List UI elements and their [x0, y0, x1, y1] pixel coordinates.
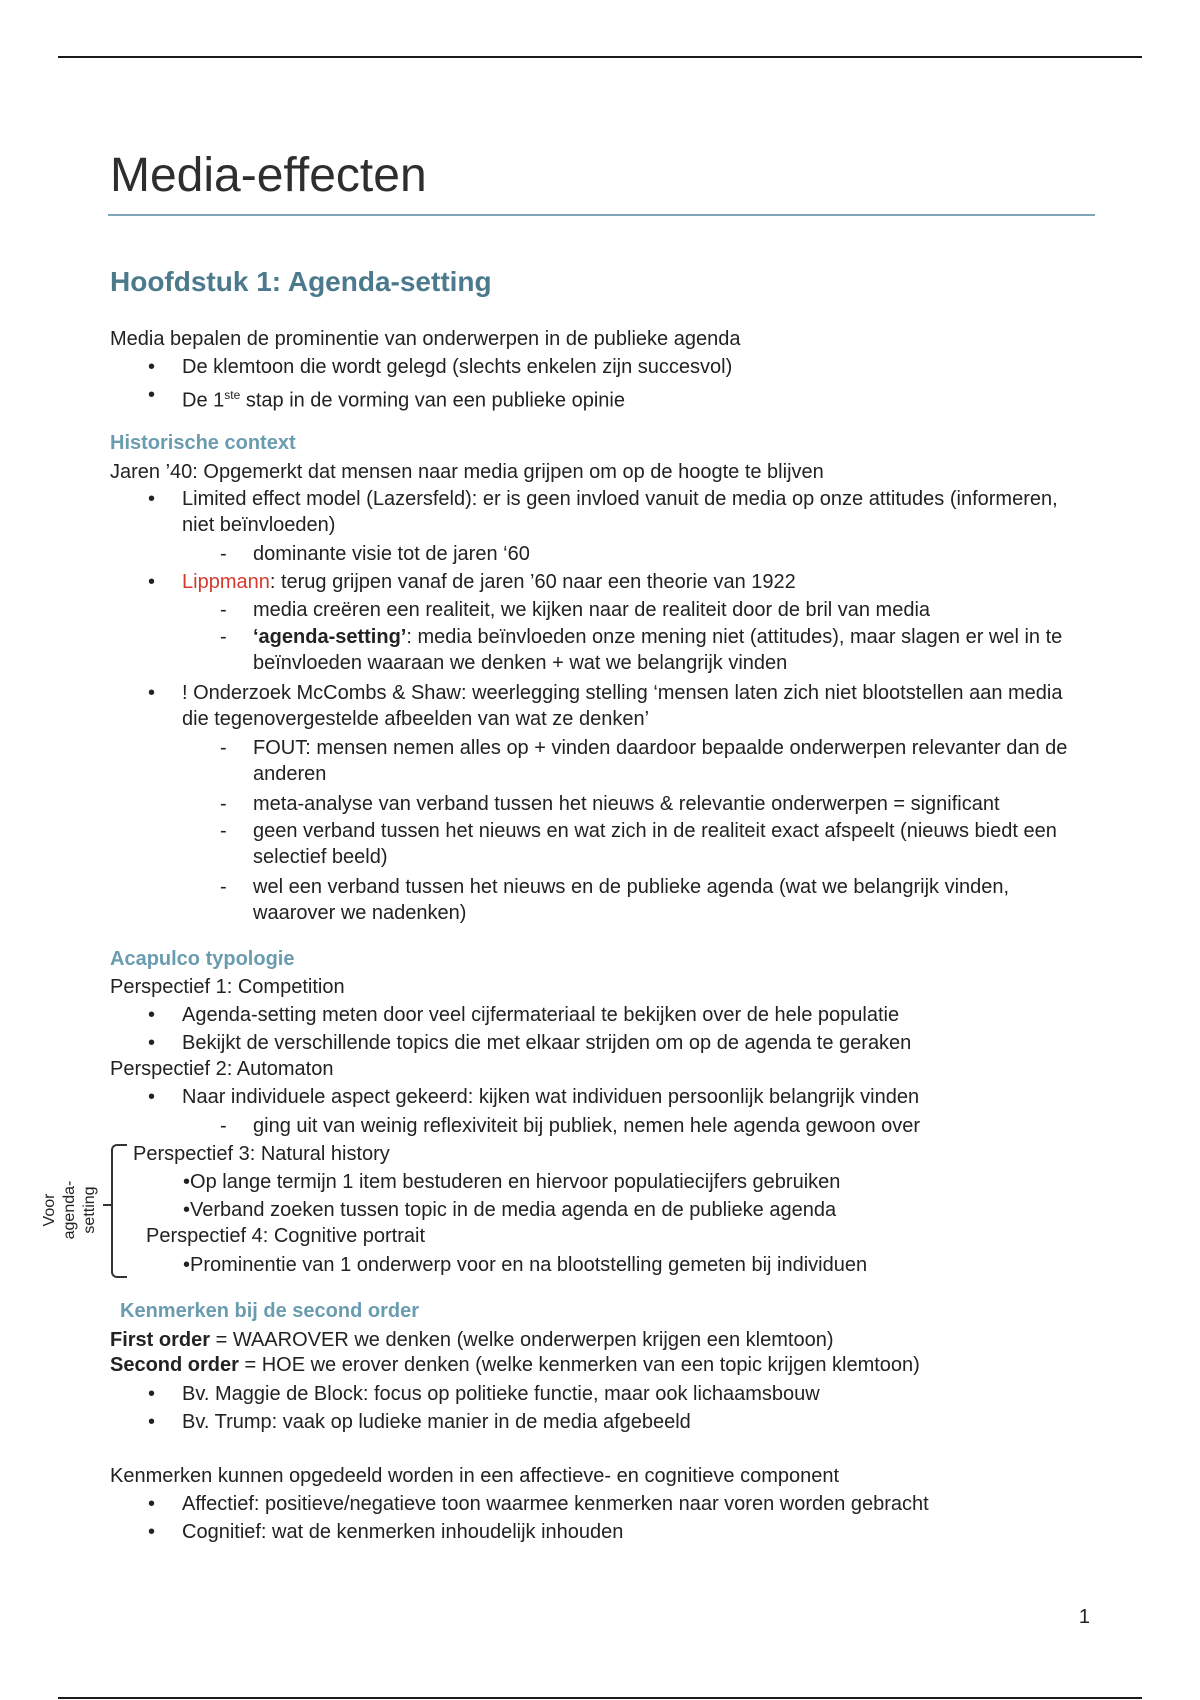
lippmann-bullet: • Lippmann: terug grijpen vanaf de jaren ’60 naar een theorie van 1922: [182, 569, 1087, 595]
page-number: 1: [1078, 1606, 1090, 1628]
cognitief-bullet: • Cognitief: wat de kenmerken inhoudelijk inhouden: [182, 1519, 1087, 1545]
intro-bullet-1: • De klemtoon die wordt gelegd (slechts enkelen zijn succesvol): [182, 354, 1087, 380]
p1-bullet-2: • Bekijkt de verschillende topics die met elkaar strijden om op de agenda te geraken: [182, 1030, 1087, 1056]
lippmann-name: Lippmann: [182, 571, 270, 593]
perspectief-2: Perspectief 2: Automaton: [110, 1058, 334, 1080]
historische-line: Jaren ’40: Opgemerkt dat mensen naar media grijpen om op de hoogte te blijven: [110, 461, 824, 483]
dominante-visie: - dominante visie tot de jaren ‘60: [253, 541, 1088, 567]
mccombs-sub-4: - wel een verband tussen het nieuws en de publieke agenda (wat we belangrijk vinden, waarover we nadenken): [253, 874, 1088, 926]
acapulco-heading: Acapulco typologie: [110, 948, 295, 970]
kenmerken-line: Kenmerken kunnen opgedeeld worden in een affectieve- en cognitieve component: [110, 1465, 840, 1487]
second-order-heading: Kenmerken bij de second order: [120, 1300, 419, 1322]
intro-text: Media bepalen de prominentie van onderwerpen in de publieke agenda: [110, 328, 741, 350]
chapter-heading: Hoofdstuk 1: Agenda-setting: [110, 266, 492, 297]
p1-bullet-1: • Agenda-setting meten door veel cijfermateriaal te bekijken over de hele populatie: [182, 1002, 1087, 1028]
mccombs-sub-3: - geen verband tussen het nieuws en wat zich in de realiteit exact afspeelt (nieuws biedt een selectief beeld): [253, 818, 1088, 870]
p3-bullet-1: •Op lange termijn 1 item bestuderen en hiervoor populatiecijfers gebruiken: [183, 1171, 841, 1193]
perspectief-1: Perspectief 1: Competition: [110, 976, 345, 998]
mccombs-sub-2: - meta-analyse van verband tussen het nieuws & relevantie onderwerpen = significant: [253, 791, 1088, 817]
page-title: Media-effecten: [110, 149, 427, 202]
limited-effect-bullet: • Limited effect model (Lazersfeld): er is geen invloed vanuit de media op onze attitudes (informeren, niet beïnvloeden): [182, 486, 1087, 538]
title-underline: [108, 214, 1095, 216]
lippmann-sub-2: - ‘agenda-setting’: media beïnvloeden onze mening niet (attitudes), maar slagen er wel in te beïnvloeden waaraan we denken + wat we belangrijk vinden: [253, 624, 1088, 676]
intro-bullet-2: • De 1ste stap in de vorming van een publieke opinie: [182, 382, 1087, 414]
lippmann-sub-1: - media creëren een realiteit, we kijken naar de realiteit door de bril van media: [253, 597, 1088, 623]
bottom-rule: [58, 1697, 1142, 1699]
example-bullet-2: • Bv. Trump: vaak op ludieke manier in de media afgebeeld: [182, 1409, 1087, 1435]
first-order-line: First order = WAAROVER we denken (welke onderwerpen krijgen een klemtoon): [110, 1329, 834, 1351]
side-bracket-tip: [103, 1204, 113, 1206]
perspectief-4: Perspectief 4: Cognitive portrait: [146, 1225, 426, 1247]
side-bracket: [111, 1144, 127, 1278]
mccombs-bullet: • ! Onderzoek McCombs & Shaw: weerlegging stelling ‘mensen laten zich niet blootstellen aan media die tegenovergestelde afbeelden van wat ze denken’: [182, 680, 1087, 732]
example-bullet-1: • Bv. Maggie de Block: focus op politieke functie, maar ook lichaamsbouw: [182, 1381, 1087, 1407]
top-rule: [58, 56, 1142, 58]
affectief-bullet: • Affectief: positieve/negatieve toon waarmee kenmerken naar voren worden gebracht: [182, 1491, 1087, 1517]
mccombs-sub-1: - FOUT: mensen nemen alles op + vinden daardoor bepaalde onderwerpen relevanter dan de anderen: [253, 735, 1088, 787]
p4-bullet: •Prominentie van 1 onderwerp voor en na blootstelling gemeten bij individuen: [183, 1254, 868, 1276]
p3-bullet-2: •Verband zoeken tussen topic in de media agenda en de publieke agenda: [183, 1199, 837, 1221]
p2-sub: - ging uit van weinig reflexiviteit bij publiek, nemen hele agenda gewoon over: [253, 1113, 1088, 1139]
side-note: Voor agenda-setting: [41, 1180, 98, 1240]
perspectief-3: Perspectief 3: Natural history: [133, 1143, 390, 1165]
second-order-line: Second order = HOE we erover denken (welke kenmerken van een topic krijgen klemtoon): [110, 1354, 920, 1376]
historische-heading: Historische context: [110, 432, 296, 454]
p2-bullet: • Naar individuele aspect gekeerd: kijken wat individuen persoonlijk belangrijk vinden: [182, 1084, 1087, 1110]
